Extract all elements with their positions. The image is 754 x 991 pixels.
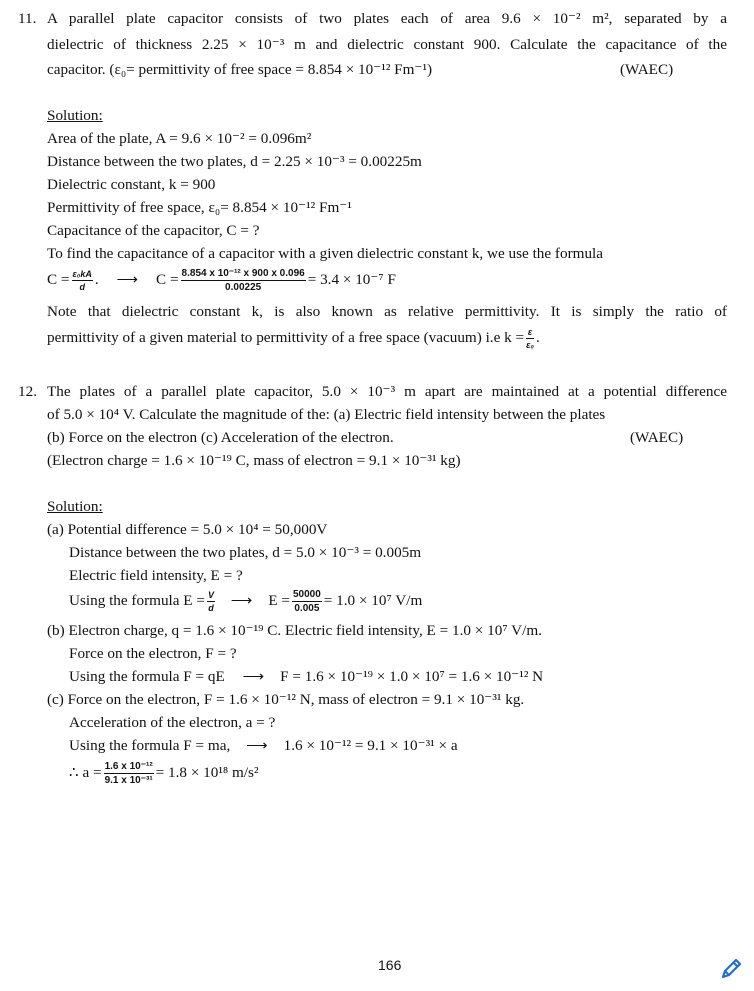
q12-text-line-4: (Electron charge = 1.6 × 10⁻¹⁹ C, mass of electron = 9.1 × 10⁻³¹ kg) xyxy=(47,452,461,469)
pencil-edit-icon[interactable] xyxy=(718,956,744,987)
q11-solution-line: Dielectric constant, k = 900 xyxy=(47,176,216,193)
q11-text-line-1: A parallel plate capacitor consists of two plates each of area 9.6 × 10⁻² m², separated by a xyxy=(47,10,727,27)
calc-lhs: E = xyxy=(268,592,290,609)
formula-numerator: V xyxy=(207,589,214,600)
note-text: permittivity of a given material to permittivity of a free space (vacuum) i.e k = xyxy=(47,329,525,346)
q12-formula-row-c xyxy=(69,736,458,756)
formula-fraction xyxy=(72,268,93,294)
calc-result: F = 1.6 × 10⁻¹⁹ × 1.0 × 10⁷ = 1.6 × 10⁻¹² N xyxy=(280,668,544,685)
q12-formula-row-d xyxy=(69,758,259,788)
q12-formula-row-b xyxy=(69,667,543,687)
therefore-lhs: ∴ a = xyxy=(69,764,102,781)
calc-denominator: 0.005 xyxy=(294,602,320,614)
calc-fraction xyxy=(104,761,154,787)
q11-solution-line: Permittivity of free space, ε₀= 8.854 × 10⁻¹² Fm⁻¹ xyxy=(47,199,352,216)
formula-fraction xyxy=(207,589,215,615)
q11-solution-heading: Solution: xyxy=(47,107,103,124)
formula-text: Using the formula E = xyxy=(69,592,205,609)
calc-result: = 1.0 × 10⁷ V/m xyxy=(323,592,423,609)
calc-result: 1.6 × 10⁻¹² = 9.1 × 10⁻³¹ × a xyxy=(283,737,458,754)
q11-note-line-2 xyxy=(47,324,540,352)
q12-number: 12. xyxy=(18,383,37,400)
arrow-icon: ⟶ xyxy=(246,737,268,754)
q12-text-line-2: of 5.0 × 10⁴ V. Calculate the magnitude of the: (a) Electric field intensity between the plates xyxy=(47,406,606,423)
q12-solution-heading: Solution: xyxy=(47,498,103,515)
calc-result: = 3.4 × 10⁻⁷ F xyxy=(307,271,396,288)
q11-text-line-2: dielectric of thickness 2.25 × 10⁻³ m and dielectric constant 900. Calculate the capacitance of the xyxy=(47,36,727,53)
arrow-icon: ⟶ xyxy=(116,271,139,288)
q12-solution-line: Distance between the two plates, d = 5.0 × 10⁻³ = 0.005m xyxy=(69,544,422,561)
q11-solution-line: Distance between the two plates, d = 2.25 × 10⁻³ = 0.00225m xyxy=(47,153,422,170)
q11-note-line-1: Note that dielectric constant k, is also known as relative permittivity. It is simply the ratio of xyxy=(47,303,727,320)
q12-solution-line: Electric field intensity, E = ? xyxy=(69,567,243,584)
q11-source: (WAEC) xyxy=(620,61,674,78)
q12-solution-line: (b) Electron charge, q = 1.6 × 10⁻¹⁹ C. Electric field intensity, E = 1.0 × 10⁷ V/m. xyxy=(47,622,542,639)
formula-denominator: d xyxy=(208,602,214,613)
calc-result: = 1.8 × 10¹⁸ m/s² xyxy=(155,764,259,781)
note-end: . xyxy=(535,329,540,346)
calc-fraction xyxy=(292,589,322,615)
note-fraction xyxy=(526,326,534,352)
formula-dot: . xyxy=(94,271,99,288)
q11-formula-row xyxy=(47,266,396,294)
q11-solution-line: Area of the plate, A = 9.6 × 10⁻² = 0.096m² xyxy=(47,130,312,147)
page-number: 166 xyxy=(378,957,402,973)
formula-numerator: ε₀kA xyxy=(72,268,92,279)
q12-solution-line: (c) Force on the electron, F = 1.6 × 10⁻¹² N, mass of electron = 9.1 × 10⁻³¹ kg. xyxy=(47,691,525,708)
arrow-icon: ⟶ xyxy=(242,668,265,685)
calc-denominator: 0.00225 xyxy=(225,281,262,293)
q12-solution-line: Force on the electron, F = ? xyxy=(69,645,237,662)
calc-denominator: 9.1 x 10⁻³¹ xyxy=(104,774,153,786)
arrow-icon: ⟶ xyxy=(230,592,253,609)
calc-fraction xyxy=(181,268,306,294)
note-numerator: ε xyxy=(527,326,533,337)
q12-formula-row-a xyxy=(69,587,422,615)
formula-lhs: C = xyxy=(47,271,70,288)
q12-text-line-1: The plates of a parallel plate capacitor, 5.0 × 10⁻³ m apart are maintained at a potential difference xyxy=(47,383,727,400)
q11-text-line-3: capacitor. (ε₀= permittivity of free space = 8.854 × 10⁻¹² Fm⁻¹) xyxy=(47,61,433,78)
q11-solution-line: Capacitance of the capacitor, C = ? xyxy=(47,222,260,239)
calc-numerator: 8.854 x 10⁻¹² x 900 x 0.096 xyxy=(181,267,305,279)
q12-solution-line: (a) Potential difference = 5.0 × 10⁴ = 50,000V xyxy=(47,521,328,538)
formula-text: Using the formula F = qE xyxy=(69,668,225,685)
formula-denominator: d xyxy=(79,281,85,292)
calc-lhs: C = xyxy=(156,271,179,288)
calc-numerator: 50000 xyxy=(292,588,321,600)
calc-numerator: 1.6 x 10⁻¹² xyxy=(104,760,153,772)
formula-text: Using the formula F = ma, xyxy=(69,737,231,754)
q11-number: 11. xyxy=(18,10,37,27)
q11-solution-line: To find the capacitance of a capacitor with a given dielectric constant k, we use the formula xyxy=(47,245,603,262)
q12-solution-line: Acceleration of the electron, a = ? xyxy=(69,714,276,731)
note-denominator: ε₀ xyxy=(526,339,534,350)
q12-text-line-3: (b) Force on the electron (c) Acceleration of the electron. xyxy=(47,429,394,446)
q12-source: (WAEC) xyxy=(630,429,684,446)
